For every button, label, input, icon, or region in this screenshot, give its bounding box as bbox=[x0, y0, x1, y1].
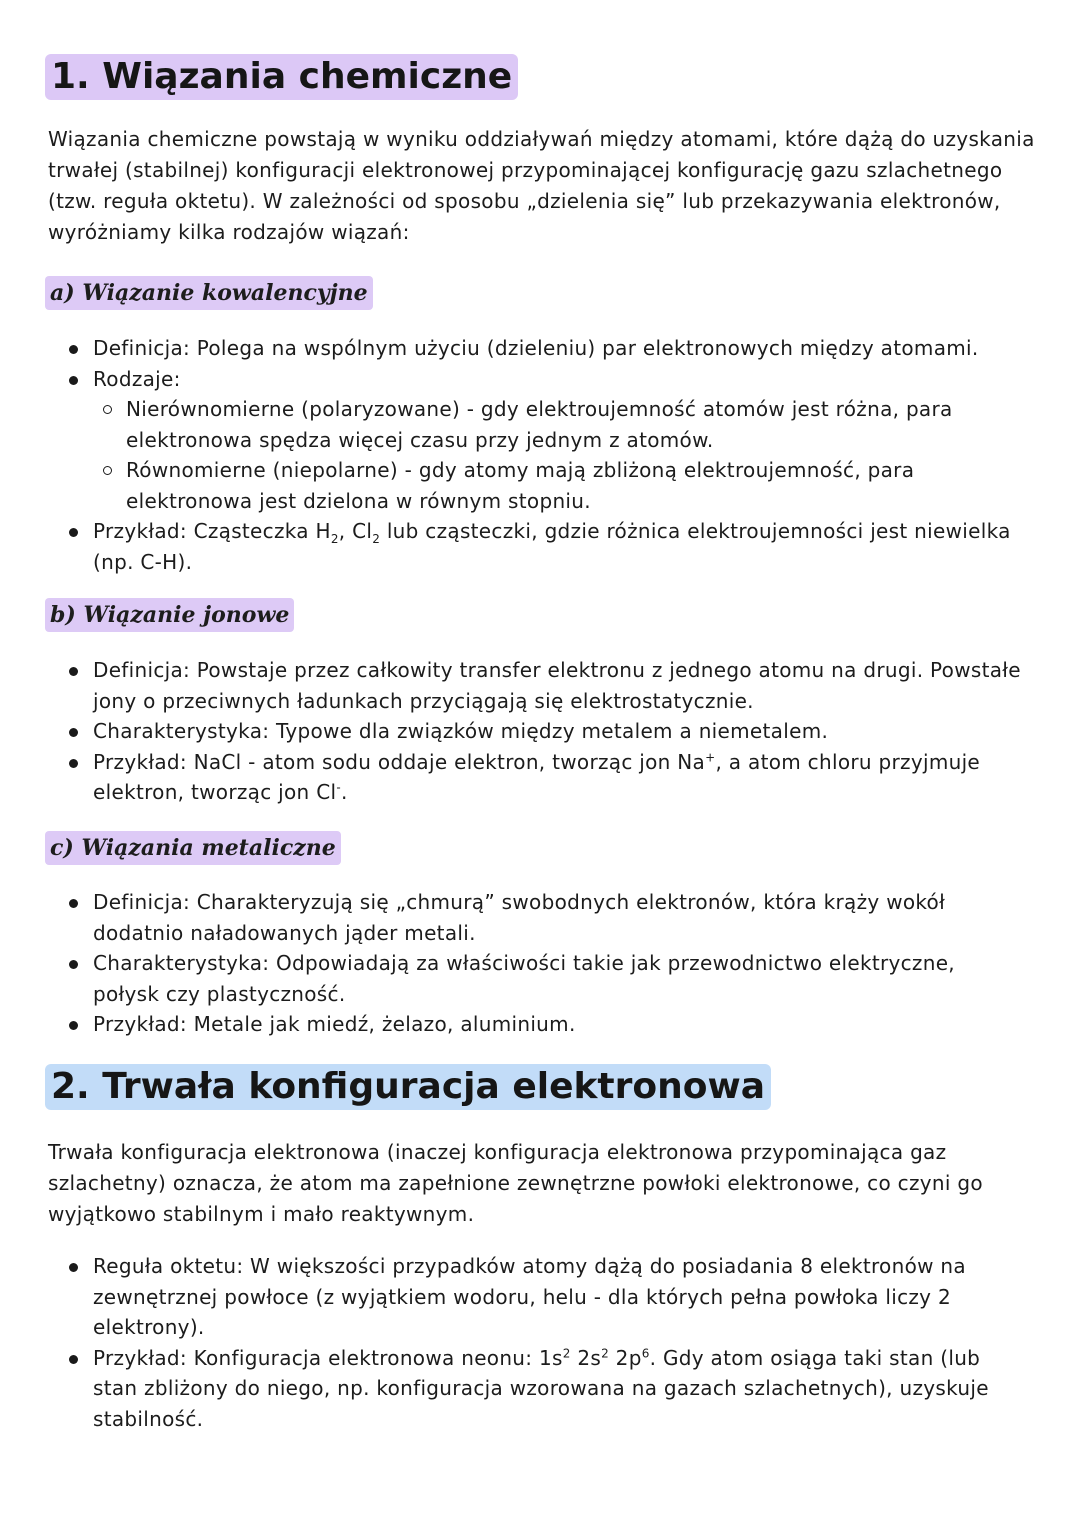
superscript: 2 bbox=[601, 1345, 610, 1360]
example-text: , a atom chloru przyjmuje elektron, tworząc jon Cl bbox=[93, 749, 981, 804]
section-2-title: 2. Trwała konfiguracja elektronowa bbox=[45, 1064, 771, 1110]
octet-rule: Reguła oktetu: W większości przypadków atomy dążą do posiadania 8 elektronów na zewnętrznej powłoce (z wyjątkiem wodoru, helu - dla których pełna powłoka liczy 2 elektrony). bbox=[93, 1254, 966, 1339]
section-1-title: 1. Wiązania chemiczne bbox=[45, 54, 518, 100]
ionic-example bbox=[93, 750, 980, 805]
subscript: 2 bbox=[372, 532, 381, 546]
example-text: 2p bbox=[609, 1345, 642, 1370]
list-item bbox=[62, 1009, 1027, 1040]
example-text: lub cząsteczki, gdzie różnica elektroujemności jest niewielka (np. C-H). bbox=[93, 519, 1011, 574]
section-1-intro: Wiązania chemiczne powstają w wyniku oddziaływań między atomami, które dążą do uzyskania trwałej (stabilnej) konfiguracji elektronowej przypominającej konfigurację gazu szlachetnego (tzw. reguła oktetu). W zależności od sposobu „dzielenia się” lub przekazywania elektronów, wyróżniamy kilka rodzajów wiązań: bbox=[48, 127, 1035, 244]
covalent-types-label: Rodzaje: bbox=[93, 366, 181, 391]
example-text: Przykład: Konfiguracja elektronowa neonu: 1s bbox=[93, 1345, 563, 1370]
covalent-example bbox=[93, 519, 1011, 574]
list-item bbox=[62, 1343, 1027, 1435]
example-text: . bbox=[340, 780, 348, 804]
neon-example bbox=[93, 1346, 989, 1431]
subsection-a-title: a) Wiązanie kowalencyjne bbox=[45, 276, 373, 310]
list-item bbox=[93, 455, 1027, 516]
list-item bbox=[62, 516, 1027, 577]
list-item bbox=[62, 364, 1027, 517]
list-item bbox=[62, 716, 1027, 747]
example-text: Przykład: Cząsteczka H bbox=[93, 519, 331, 543]
superscript: 2 bbox=[562, 1345, 571, 1360]
ionic-characteristic: Charakterystyka: Typowe dla związków między metalem a niemetalem. bbox=[93, 719, 829, 743]
covalent-types-list bbox=[93, 394, 1027, 516]
list-item bbox=[62, 887, 1027, 948]
covalent-bond-list bbox=[62, 333, 1027, 577]
example-text: , Cl bbox=[338, 519, 373, 543]
example-text: . Gdy atom osiąga taki stan (lub stan zbliżony do niego, np. konfiguracja wzorowana na gazach szlachetnych), uzyskuje stabilność. bbox=[93, 1345, 989, 1431]
covalent-type-polar: Nierównomierne (polaryzowane) - gdy elektroujemność atomów jest różna, para elektronowa spędza więcej czasu przy jednym z atomów. bbox=[126, 397, 953, 452]
metallic-bond-list bbox=[62, 887, 1027, 1040]
metallic-definition: Definicja: Charakteryzują się „chmurą” swobodnych elektronów, która krąży wokół dodatnio naładowanych jąder metali. bbox=[93, 890, 946, 945]
list-item bbox=[62, 747, 1027, 808]
list-item bbox=[62, 948, 1027, 1009]
subsection-b-title: b) Wiązanie jonowe bbox=[45, 598, 294, 632]
superscript: - bbox=[336, 780, 341, 795]
superscript: 6 bbox=[641, 1345, 650, 1360]
example-text: 2s bbox=[570, 1345, 602, 1370]
list-item bbox=[62, 1251, 1027, 1343]
subscript: 2 bbox=[330, 532, 339, 546]
ionic-bond-list bbox=[62, 655, 1027, 808]
superscript: + bbox=[705, 749, 716, 764]
list-item bbox=[62, 655, 1027, 716]
metallic-characteristic: Charakterystyka: Odpowiadają za właściwości takie jak przewodnictwo elektryczne, połysk czy plastyczność. bbox=[93, 951, 955, 1006]
subsection-c-title: c) Wiązania metaliczne bbox=[45, 831, 341, 865]
list-item bbox=[93, 394, 1027, 455]
covalent-type-nonpolar: Równomierne (niepolarne) - gdy atomy mają zbliżoną elektroujemność, para elektronowa jest dzielona w równym stopniu. bbox=[126, 458, 915, 513]
section-2-intro: Trwała konfiguracja elektronowa (inaczej konfiguracja elektronowa przypominająca gaz szlachetny) oznacza, że atom ma zapełnione zewnętrzne powłoki elektronowe, co czyni go wyjątkowo stabilnym i mało reaktywnym. bbox=[48, 1140, 983, 1226]
list-item bbox=[62, 333, 1027, 364]
ionic-definition: Definicja: Powstaje przez całkowity transfer elektronu z jednego atomu na drugi. Powstałe jony o przeciwnych ładunkach przyciągają się elektrostatycznie. bbox=[93, 658, 1021, 713]
configuration-list bbox=[62, 1251, 1027, 1434]
covalent-definition: Definicja: Polega na wspólnym użyciu (dzieleniu) par elektronowych między atomami. bbox=[93, 336, 979, 360]
metallic-example: Przykład: Metale jak miedź, żelazo, aluminium. bbox=[93, 1012, 576, 1036]
example-text: Przykład: NaCl - atom sodu oddaje elektron, tworząc jon Na bbox=[93, 749, 706, 774]
